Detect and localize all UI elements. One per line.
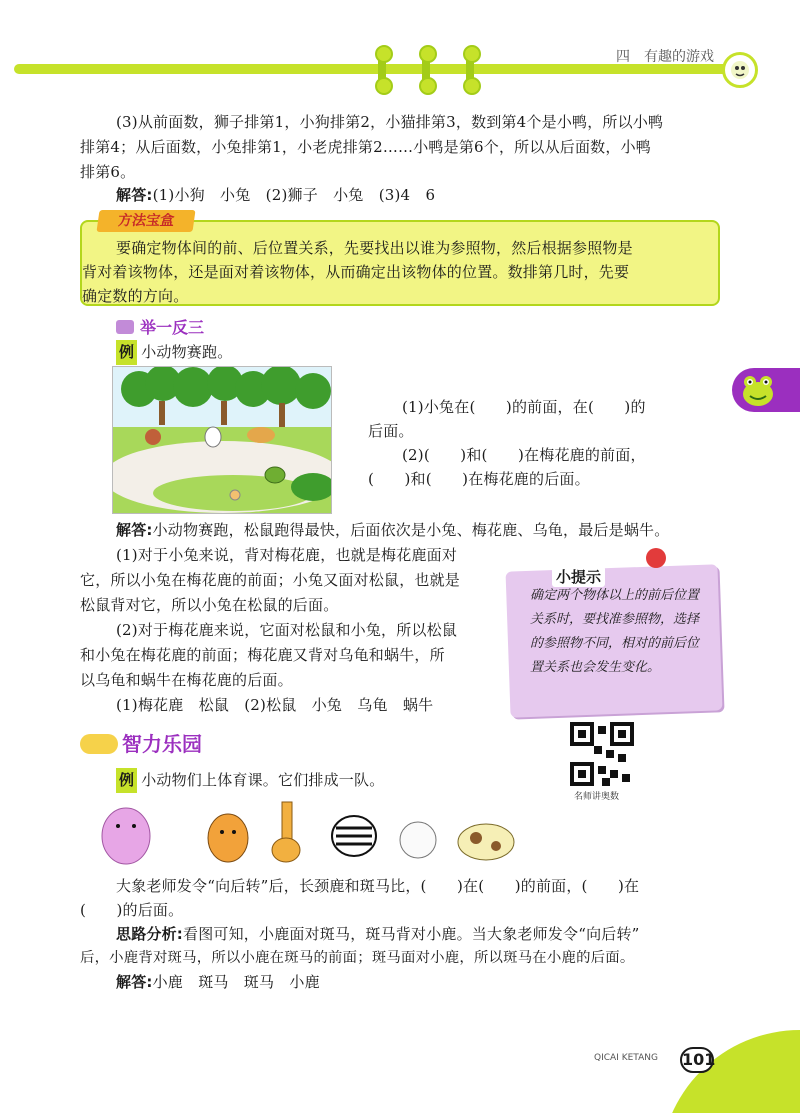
race-illustration [112,366,332,514]
answer-text: (1)小狗 小兔 (2)狮子 小兔 (3)4 6 [152,186,436,204]
bee-icon [80,734,118,754]
chapter-side-tab [732,368,800,412]
corner-decoration [660,1030,800,1113]
frog-icon [736,368,780,412]
chapter-title: 四 有趣的游戏 [616,49,714,65]
part3-answer [116,183,435,208]
hint-title: 小提示 [552,566,605,587]
question-line: (2)( )和( )在梅花鹿的前面， [402,446,646,464]
qr-caption: 名师讲奥数 [574,792,620,802]
hint-text: 确定两个物体以上的前后位置关系时，要找准参照物，选择的参照物不同，相对的前后位置关系也会发生变化。 [530,588,700,675]
answer-label: 解答: [116,521,153,539]
answer-text: 小鹿 斑马 斑马 小鹿 [152,973,320,991]
example-line [116,768,384,793]
answer-line [116,970,320,995]
analysis-line: 后，小鹿背对斑马，所以小鹿在斑马的前面；斑马面对小鹿，所以斑马在小鹿的后面。 [80,950,635,966]
header-peg [378,49,386,91]
chapter-badge-icon [722,52,758,88]
explanation-line: (1)对于小兔来说，背对梅花鹿，也就是梅花鹿面对 [116,546,458,564]
example-line [116,340,232,365]
section-heading: 举一反三 [140,318,205,337]
method-line: 确定数的方向。 [82,287,189,305]
part3-line: 排第4；从后面数，小兔排第1，小老虎排第2……小鸭是第6个，所以从后面数，小鸭 [80,138,651,156]
explanation-line: 它，所以小兔在梅花鹿的前面；小兔又面对松鼠，也就是 [80,571,461,589]
final-answer: (1)梅花鹿 松鼠 (2)松鼠 小兔 乌龟 蜗牛 [116,696,434,714]
pencil-case-icon [116,320,134,334]
question-line: 大象老师发令“向后转”后，长颈鹿和斑马比，( )在( )的前面，( )在 [116,877,640,895]
explanation-line: 松鼠背对它，所以小兔在松鼠的后面。 [80,596,339,614]
method-box-title: 方法宝盒 [96,210,195,232]
answer-text: 小动物赛跑，松鼠跑得最快，后面依次是小兔、梅花鹿、乌龟，最后是蜗牛。 [152,521,670,539]
qr-code[interactable] [570,722,634,786]
method-line: 要确定物体间的前、后位置关系，先要找出以谁为参照物，然后根据参照物是 [116,239,633,257]
example-tag: 例 [116,340,137,365]
answer-line [116,518,669,543]
example-title: 小动物赛跑。 [141,343,233,361]
method-line: 背对着该物体，还是面对着该物体，从而确定出该物体的位置。数排第几时，先要 [82,263,630,281]
explanation-line: 和小兔在梅花鹿的前面；梅花鹿又背对乌龟和蜗牛，所 [80,646,445,664]
analysis-text: 看图可知，小鹿面对斑马，斑马背对小鹿。当大象老师发令“向后转” [183,925,640,943]
page-number: 101 [680,1047,714,1073]
pushpin-icon [646,548,666,568]
animals-lineup-illustration [96,796,536,868]
brand-label: QICAI KETANG [594,1053,658,1063]
part3-line: 排第6。 [80,163,136,181]
question-line: 后面。 [368,422,414,440]
question-line: ( )的后面。 [80,901,184,919]
example-tag: 例 [116,768,137,793]
analysis-line [116,922,640,947]
question-line: ( )和( )在梅花鹿的后面。 [368,470,590,488]
explanation-line: 以乌龟和蜗牛在梅花鹿的后面。 [80,671,293,689]
explanation-line: (2)对于梅花鹿来说，它面对松鼠和小兔，所以松鼠 [116,621,458,639]
question-line: (1)小兔在( )的前面，在( )的 [402,398,646,416]
answer-label: 解答: [116,186,153,204]
part3-line: (3)从前面数，狮子排第1，小狗排第2，小猫排第3，数到第4个是小鸭，所以小鸭 [116,113,664,131]
header-peg [422,49,430,91]
section-heading: 智力乐园 [122,732,202,756]
answer-label: 解答: [116,973,153,991]
example-title: 小动物们上体育课。它们排成一队。 [141,771,385,789]
header-peg [466,49,474,91]
analysis-label: 思路分析: [116,925,183,943]
